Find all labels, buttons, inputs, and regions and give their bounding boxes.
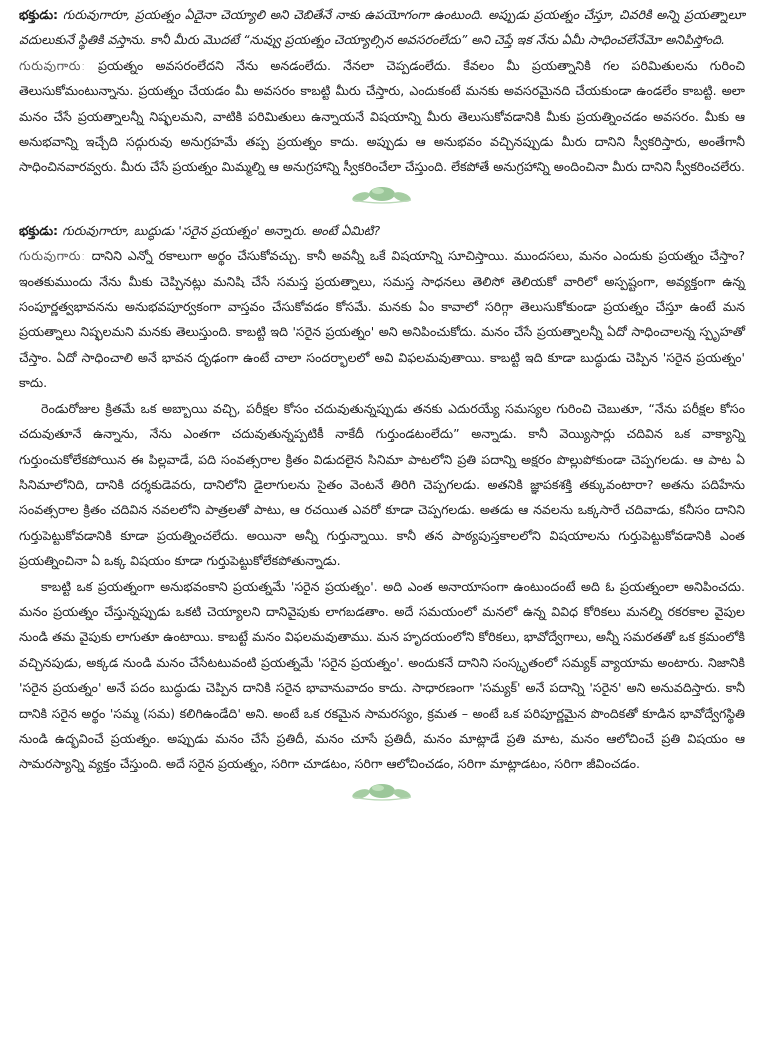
qa-section-2: [19, 218, 745, 777]
answer-text: దానిని ఎన్నో రకాలుగా అర్థం చేసుకోవచ్చు. కానీ అవన్నీ ఒకే విషయాన్ని సూచిస్తాయి. ముందసలు, మనం ఎందుకు ప్రయత్నం చేస్తాం? ఇంతకుముందు నేను మీకు చెప్పినట్లు మనిషి చేసే సమస్త ప్రయత్నాలు, సమస్త సాధనలు తెలిసో తెలియకో వారిలో అస్పష్టంగా, అవ్యక్తంగా ఉన్న సంపూర్ణత్వభావనను అనుభవపూర్వకంగా వాస్తవం చేసుకోవడం కోసమే. మనకు ఏం కావాలో సరిగ్గా తెలుసుకోకుండా ప్రయత్నం చేస్తూ ఉంటే మన ప్రయత్నాలు నిష్ఫలమని మనకు తెలుస్తుంది. కాబట్టి ఇది 'సరైన ప్రయత్నం' అని అనిపించుకోదు. మనం చేసే ప్రయత్నాలన్నీ ఏదో సాధించాలన్న స్పృహతో చేస్తాం. ఏదో సాధించాలి అనే భావన దృఢంగా ఉంటే చాలా సందర్భాలలో అవి విఫలమవుతాయి. కాబట్టి ఇది కూడా బుద్ధుడు చెప్పిన 'సరైన ప్రయత్నం' కాదు.: [19, 248, 745, 391]
guru-label: గురువుగారు:: [19, 57, 86, 73]
guru-answer: [19, 53, 745, 180]
leaf-ornament-icon: [349, 184, 415, 206]
question-text: గురువుగారూ, బుద్ధుడు 'సరైన ప్రయత్నం' అన్నారు. అంటే ఏమిటి?: [62, 222, 381, 238]
question-text: గురువుగారూ, ప్రయత్నం ఏదైనా చెయ్యాలి అని చెబితేనే నాకు ఉపయోగంగా ఉంటుంది. అప్పుడు ప్రయత్నం చేస్తూ, చివరికి అన్ని ప్రయత్నాలూ వదులుకునే స్థితికి వస్తాను. కానీ మీరు మొదటే “నువ్వు ప్రయత్నం చెయ్యాల్సిన అవసరంలేదు” అని చెప్తే ఇక నేను ఏమీ సాధించలేనేమో అనిపిస్తోంది.: [19, 7, 745, 48]
qa-section-1: [19, 2, 745, 180]
leaf-ornament-icon: [349, 781, 415, 803]
devotee-question: [19, 2, 745, 53]
devotee-label: భక్తుడు:: [19, 7, 59, 22]
answer-paragraph: రెండురోజుల క్రితమే ఒక అబ్బాయి వచ్చి, పరీక్షల కోసం చదువుతున్నప్పుడు తనకు ఎదురయ్యే సమస్యల గురించి చెబుతూ, “నేను పరీక్షల కోసం చదువుతూనే ఉన్నాను, నేను ఎంతగా చదువుతున్నప్పటికీ నాకేదీ గుర్తుండటంలేదు” అన్నాడు. కానీ వెయ్యిసార్లు చదివిన ఒక వాక్యాన్ని గుర్తుంచుకోలేకపోయిన ఈ పిల్లవాడే, పది సంవత్సరాల క్రితం విడుదలైన సినిమా పాటలోని ప్రతి పదాన్ని అక్షరం పొల్లుపోకుండా చెప్పగలడు. ఆ పాట ఏ సినిమాలోనిది, దానికి దర్శకుడెవరు, దానిలోని డైలాగులను సైతం వెంటనే తిరిగి చెప్పగలడు. అతనికి జ్ఞాపకశక్తి తక్కువంటారా? అతను పదిహేను సంవత్సరాల క్రితం చదివిన నవలలోని పాత్రలతో పాటు, ఆ రచయిత ఎవరో కూడా చెప్పగలడు. అతడు ఆ నవలను ఒక్కసారే చదివాడు, కనీసం దానిని గుర్తుపెట్టుకోవడానికి కూడా ప్రయత్నించలేదు. అయినా అన్నీ గుర్తున్నాయి. కానీ తన పాఠ్యపుస్తకాలలోని విషయాలను గుర్తుపెట్టుకోవడానికి ఎంత ప్రయత్నించినా ఏ ఒక్క విషయం కూడా గుర్తుపెట్టుకోలేకపోతున్నాడు.: [19, 400, 745, 569]
devotee-label: భక్తుడు:: [19, 222, 59, 238]
page: [0, 2, 761, 1045]
answer-paragraph: కాబట్టి ఒక ప్రయత్నంగా అనుభవంకాని ప్రయత్నమే 'సరైన ప్రయత్నం'. అది ఎంత అనాయాసంగా ఉంటుందంటే అది ఓ ప్రయత్నంలా అనిపించదు. మనం ప్రయత్నం చేస్తున్నప్పుడు ఒకటి చెయ్యాలని దానివైపుకు లాగబడతాం. అదే సమయంలో మనలో ఉన్న వివిధ కోరికలు మనల్ని రకరకాల వైపుల నుండి తమ వైపుకు లాగుతూ ఉంటాయి. కాబట్టే మనం విఫలమవుతాము. మన హృదయంలోని కోరికలు, భావోద్వేగాలు, అన్నీ సమరతతో ఒక క్రమంలోకి వచ్చినపుడు, అక్కడ నుండి మనం చేసేటటువంటి ప్రయత్నమే 'సరైన ప్రయత్నం'. అందుకనే దానిని సంస్కృతంలో సమ్యక్ వ్యాయామ అంటారు. నిజానికి 'సరైన ప్రయత్నం' అనే పదం బుద్ధుడు చెప్పిన దానికి సరైన భావానువాదం కాదు. సాధారణంగా 'సమ్యక్' అనే పదాన్ని 'సరైన' అని అనువదిస్తారు. కానీ దానికి సరైన అర్థం 'సమ్మ (సమ) కలిగిఉండేది' అని. అంటే ఒక రకమైన సామరస్యం, క్రమత – అంటే ఒక పరిపూర్ణమైన పొందికతో కూడిన భావోద్వేగస్థితి నుండి ఉద్భవించే ప్రయత్నం. అప్పుడు మనం చేసే ప్రతిదీ, మనం చూసే ప్రతిదీ, మనం మాట్లాడే ప్రతి మాట, మనం ఆలోచించే ప్రతి విషయం ఆ సామరస్యాన్ని వ్యక్తం చేస్తుంది. అదే సరైన ప్రయత్నం, సరిగా చూడటం, సరిగా ఆలోచించడం, సరిగా మాట్లాడటం, సరిగా జీవించడం.: [19, 578, 745, 772]
answer-text: ప్రయత్నం అవసరంలేదని నేను అనడంలేదు. నేనలా చెప్పడంలేదు. కేవలం మీ ప్రయత్నానికి గల పరిమితులను గురించి తెలుసుకోమంటున్నాను. ప్రయత్నం చేయడం మీ అవసరం కాబట్టి మీరు చేస్తారు, ఎందుకంటే మనకు అవసరమైనది చేయకుండా ఉండలేం కాబట్టి. అలా మనం చేసే ప్రయత్నాలన్నీ నిష్ఫలమని, వాటికి పరిమితులు ఉన్నాయనే విషయాన్ని మీరు తెలుసుకోవడానికి మీకు ప్రయత్నించడం అవసరం. మీకు ఆ అనుభవాన్ని ఇచ్చేది సద్గురువు అనుగ్రహమే తప్ప ప్రయత్నం కాదు. అప్పుడు ఆ అనుభవం వచ్చినప్పుడు మీరు దానిని స్వీకరిస్తారు, అంతేగానీ సాధించినవారవ్వరు. మీరు చేసే ప్రయత్నం మిమ్మల్ని ఆ అనుగ్రహాన్ని స్వీకరించేలా చేస్తుంది. లేకపోతే అనుగ్రహాన్ని అందించినా మీరు దానిని స్వీకరించలేరు.: [19, 57, 745, 175]
section-divider: [19, 777, 745, 807]
devotee-question: [19, 218, 745, 243]
section-divider: [19, 180, 745, 210]
guru-answer: [19, 243, 745, 395]
guru-label: గురువుగారు:: [19, 248, 86, 264]
